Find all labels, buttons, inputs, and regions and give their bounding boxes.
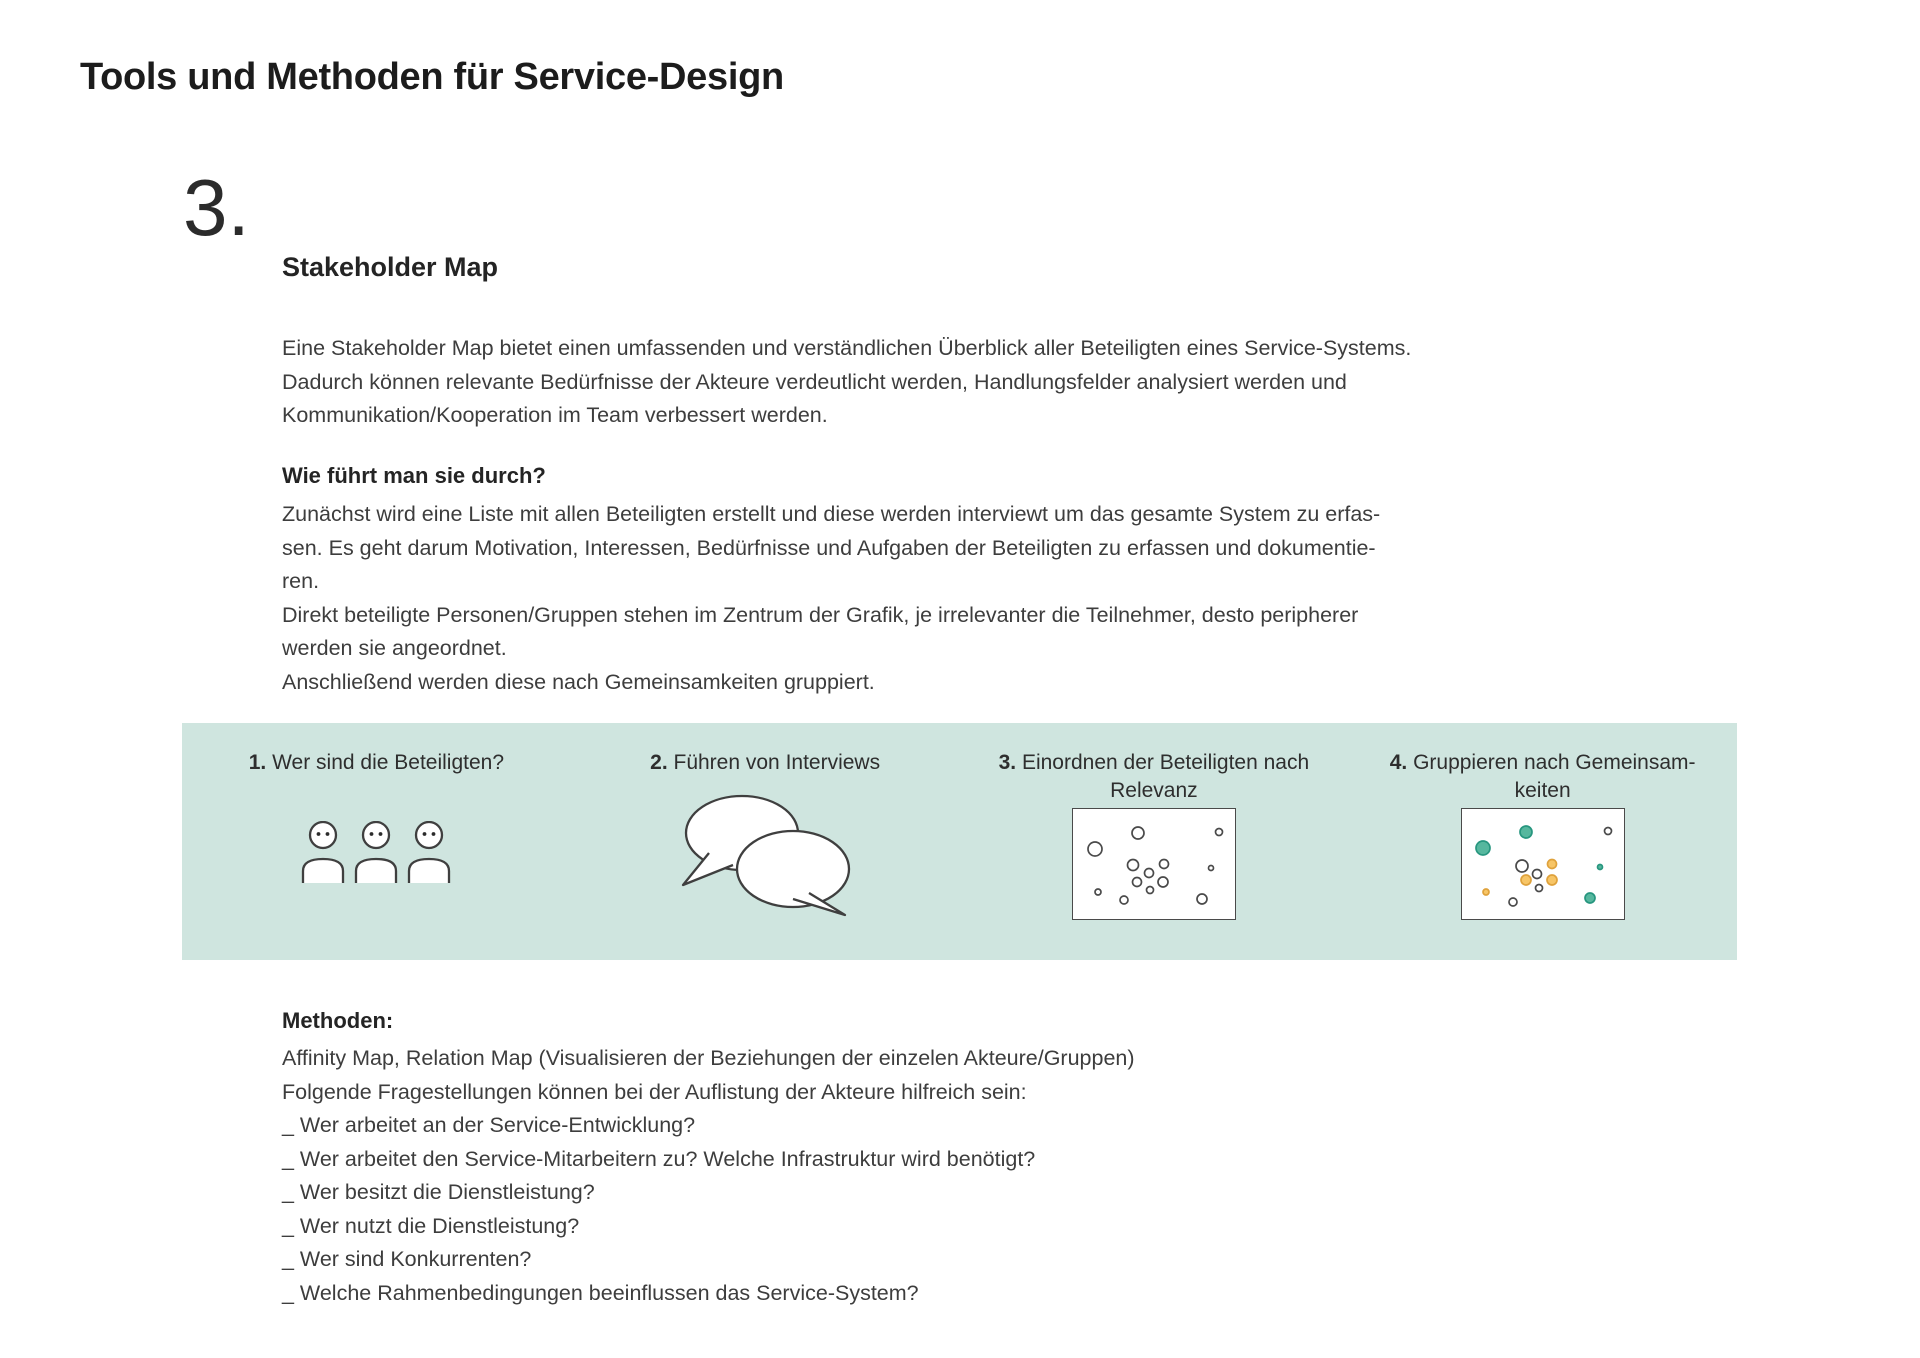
step-2-number: 2. bbox=[650, 751, 668, 774]
step-3-column bbox=[960, 723, 1349, 960]
step-2-column bbox=[571, 723, 960, 960]
page-title: Tools und Methoden für Service-Design bbox=[80, 56, 784, 98]
stakeholder-groups-box bbox=[1461, 808, 1625, 920]
step-4-label: Gruppieren nach Gemeinsam- keiten bbox=[1413, 751, 1696, 802]
step-1-header bbox=[190, 749, 563, 777]
how-to-heading: Wie führt man sie durch? bbox=[282, 463, 546, 488]
step-3-label: Einordnen der Beteiligten nach Relevanz bbox=[1021, 751, 1310, 802]
step-1-label: Wer sind die Beteiligten? bbox=[272, 751, 505, 774]
step-2-header bbox=[579, 749, 952, 777]
step-4-header bbox=[1356, 749, 1729, 805]
section-title: Stakeholder Map bbox=[282, 252, 499, 282]
step-1-number: 1. bbox=[248, 751, 267, 774]
step-3-number: 3. bbox=[998, 751, 1017, 774]
step-4-column bbox=[1348, 723, 1737, 960]
stakeholder-scatter-icon bbox=[1073, 809, 1235, 919]
how-to-paragraph: Zunächst wird eine Liste mit allen Beteiligten erstellt und diese werden interviewt um das gesamte System zu erfas- sen. Es geht darum Motivation, Interessen, Bedürfnisse und Aufgaben der Beteiligten zu erfassen und dokumentie- ren. Direkt beteiligte Personen/Gruppen stehen im Zentrum der Grafik, je irrelevanter die Teilnehmer, desto peripherer werden sie angeordnet. Anschließend werden diese nach Gemeinsamkeiten gruppiert. bbox=[282, 502, 1381, 694]
people-icon bbox=[296, 821, 456, 884]
section-number: 3. bbox=[183, 163, 250, 252]
methods-heading: Methoden: bbox=[282, 1008, 394, 1033]
step-1-column bbox=[182, 723, 571, 960]
step-2-label: Führen von Interviews bbox=[673, 751, 881, 774]
step-4-number: 4. bbox=[1389, 751, 1408, 774]
stakeholder-groups-icon bbox=[1462, 809, 1624, 919]
stakeholder-scatter-box bbox=[1072, 808, 1236, 920]
intro-paragraph: Eine Stakeholder Map bietet einen umfassenden und verständlichen Überblick aller Beteiligten eines Service-Systems. Dadurch können relevante Bedürfnisse der Akteure verdeutlicht werden, Handlungsfelder analysiert werden und Kommunikation/Kooperation im Team verbessert werden. bbox=[282, 336, 1412, 427]
methods-list: Affinity Map, Relation Map (Visualisieren der Beziehungen der einzelen Akteure/Gruppen) Folgende Fragestellungen können bei der Auflistung der Akteure hilfreich sein: _ Wer arbeitet an der Service-Entwicklung? _ Wer arbeitet den Service-Mitarbeitern zu? Welche Infrastruktur wird benötigt? _ Wer besitzt die Dienstleistung? _ Wer nutzt die Dienstleistung? _ Wer sind Konkurrenten? _ Welche Rahmenbedingungen beeinflussen das Service-System? bbox=[282, 1046, 1135, 1305]
speech-bubbles-icon bbox=[675, 793, 855, 917]
steps-band bbox=[182, 723, 1737, 960]
step-3-header bbox=[968, 749, 1341, 805]
